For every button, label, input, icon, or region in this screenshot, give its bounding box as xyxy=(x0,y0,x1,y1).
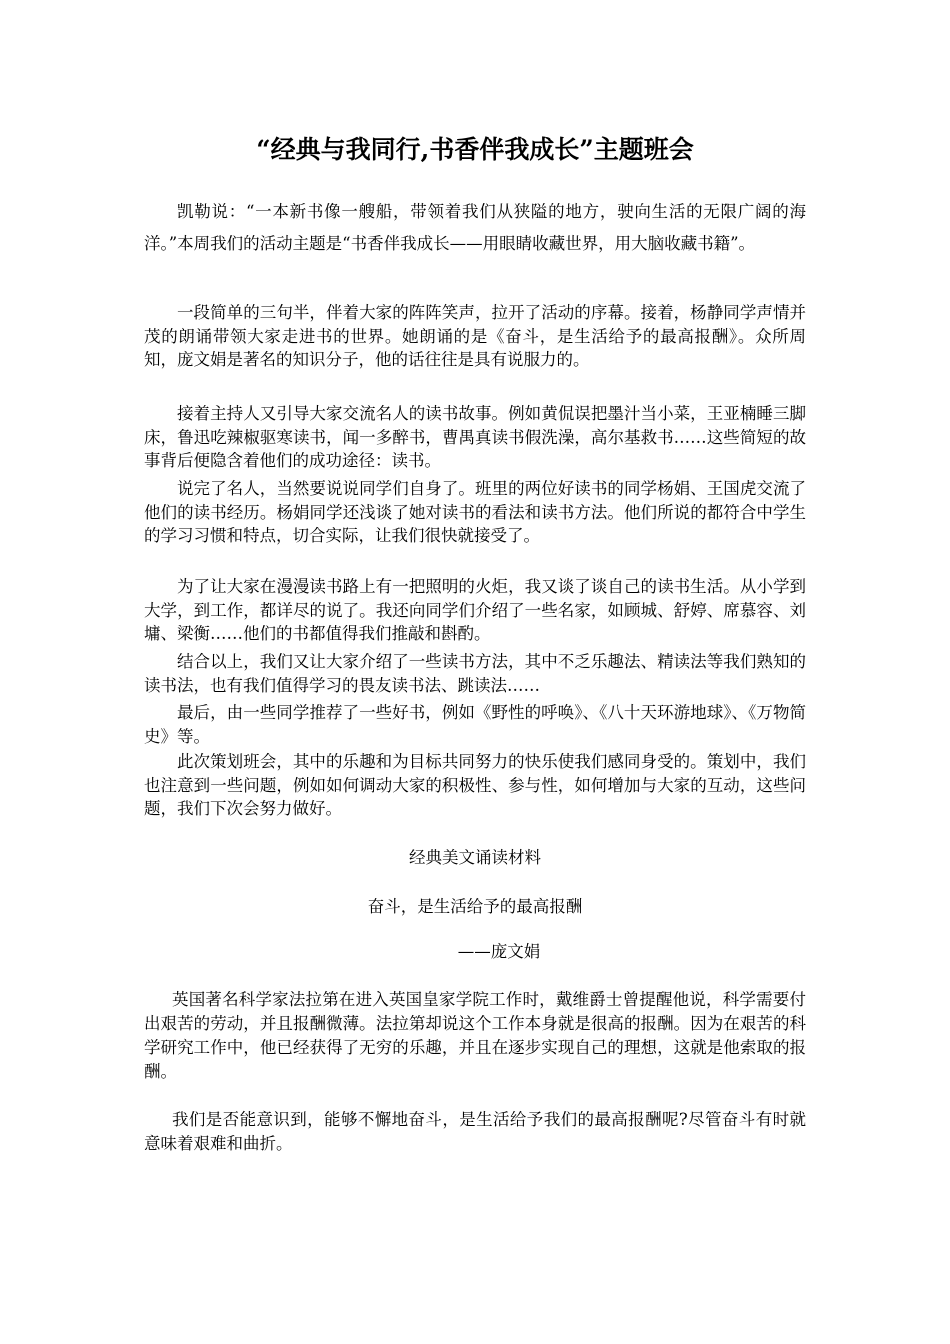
body-paragraph: 此次策划班会，其中的乐趣和为目标共同努力的快乐使我们感同身受的。策划中，我们也注意到一些问题，例如如何调动大家的积极性、参与性，如何增加与大家的互动，这些问题，我们下次会努力做好。 xyxy=(144,752,806,818)
body-paragraph: 接着主持人又引导大家交流名人的读书故事。例如黄侃误把墨汁当小菜，王亚楠睡三脚床，鲁迅吃辣椒驱寒读书，闻一多醉书，曹禺真读书假洗澡，高尔基救书……这些简短的故事背后便隐含着他们的成功途径：读书。 xyxy=(144,404,806,470)
essay-paragraph: 英国著名科学家法拉第在进入英国皇家学院工作时，戴维爵士曾提醒他说，科学需要付出艰苦的劳动，并且报酬微薄。法拉第却说这个工作本身就是很高的报酬。因为在艰苦的科学研究工作中，他已经获得了无穷的乐趣，并且在逐步实现自己的理想，这就是他索取的报酬。 xyxy=(144,990,806,1081)
body-paragraph: 说完了名人，当然要说说同学们自身了。班里的两位好读书的同学杨娟、王国虎交流了他们的读书经历。杨娟同学还浅谈了她对读书的看法和读书方法。他们所说的都符合中学生的学习习惯和特点，切合实际，让我们很快就接受了。 xyxy=(144,479,806,545)
essay-title: 奋斗，是生活给予的最高报酬 xyxy=(367,897,583,916)
essay-author: ——庞文娟 xyxy=(457,942,541,961)
body-paragraph: 最后，由一些同学推荐了一些好书，例如《野性的呼唤》、《八十天环游地球》、《万物简史》等。 xyxy=(144,703,806,746)
document-title: “经典与我同行,书香伴我成长”主题班会 xyxy=(256,135,694,164)
material-heading: 经典美文诵读材料 xyxy=(409,848,541,867)
body-paragraph: 为了让大家在漫漫读书路上有一把照明的火炬，我又谈了谈自己的读书生活。从小学到大学，到工作，都详尽的说了。我还向同学们介绍了一些名家，如顾城、舒婷、席慕容、刘墉、梁衡……他们的书都值得我们推敲和斟酌。 xyxy=(144,577,806,643)
body-paragraph: 结合以上，我们又让大家介绍了一些读书方法，其中不乏乐趣法、精读法等我们熟知的读书法，也有我们值得学习的畏友读书法、跳读法…… xyxy=(144,652,806,695)
intro-paragraph: 凯勒说：“一本新书像一艘船，带领着我们从狭隘的地方，驶向生活的无限广阔的海洋。”本周我们的活动主题是“书香伴我成长——用眼睛收藏世界，用大脑收藏书籍”。 xyxy=(144,202,806,253)
essay-paragraph: 我们是否能意识到，能够不懈地奋斗，是生活给予我们的最高报酬呢?尽管奋斗有时就意味着艰难和曲折。 xyxy=(144,1110,806,1153)
body-paragraph: 一段简单的三句半，伴着大家的阵阵笑声，拉开了活动的序幕。接着，杨静同学声情并茂的朗诵带领大家走进书的世界。她朗诵的是《奋斗，是生活给予的最高报酬》。众所周知，庞文娟是著名的知识分子，他的话往往是具有说服力的。 xyxy=(144,303,806,369)
